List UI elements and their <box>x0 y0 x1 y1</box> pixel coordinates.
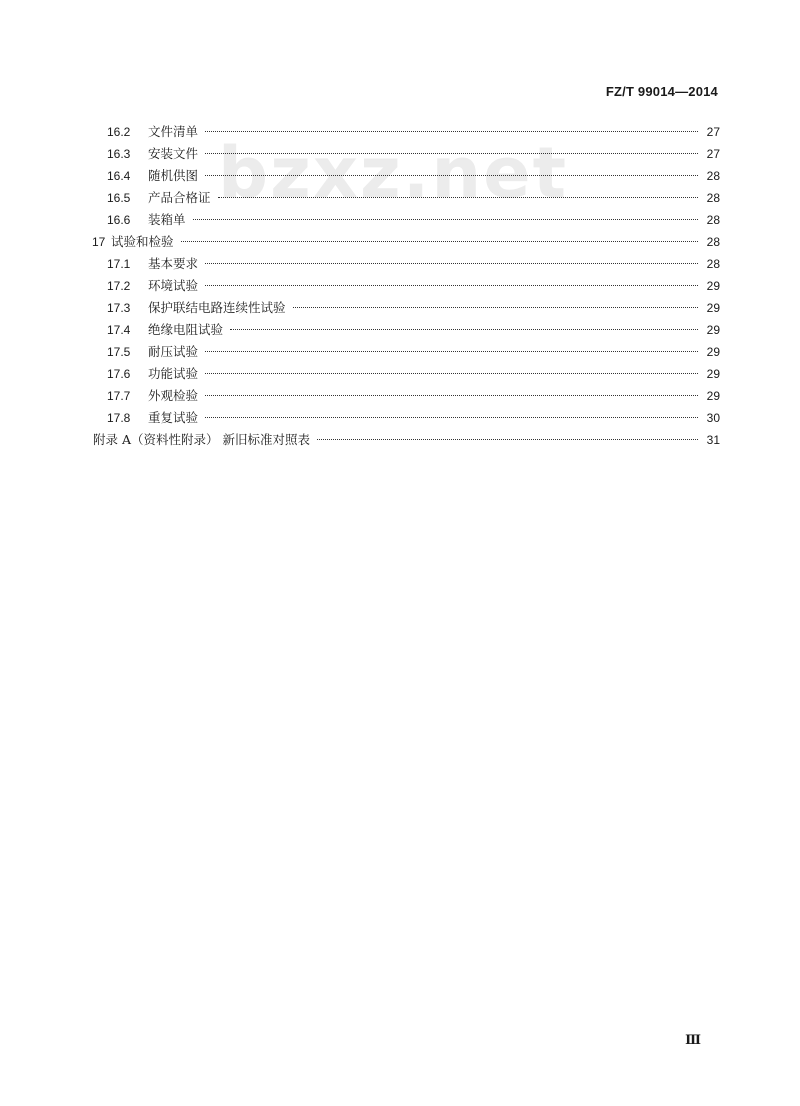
toc-entry-page: 28 <box>706 257 720 271</box>
toc-entry-title: 随机供图 <box>148 168 199 183</box>
toc-entry-number: 17.5 <box>107 345 131 359</box>
toc-entry-number: 16.6 <box>107 213 131 227</box>
toc-leader-dots <box>205 153 698 154</box>
toc-entry-page: 29 <box>706 323 720 337</box>
toc-entry[interactable] <box>92 341 720 363</box>
toc-leader-dots <box>293 307 698 308</box>
toc-entry[interactable] <box>92 231 720 253</box>
toc-entry-title: 外观检验 <box>148 388 199 403</box>
toc-entry-page: 28 <box>706 213 720 227</box>
toc-entry[interactable] <box>92 121 720 143</box>
toc-entry[interactable] <box>92 275 720 297</box>
toc-entry-number: 17.3 <box>107 301 131 315</box>
toc-entry-number: 17.2 <box>107 279 131 293</box>
toc-entry-number: 16.4 <box>107 169 131 183</box>
toc-entry-number: 16.5 <box>107 191 131 205</box>
toc-leader-dots <box>205 285 698 286</box>
toc-entry-title: 试验和检验 <box>111 234 174 249</box>
toc-entry-title: 耐压试验 <box>148 344 199 359</box>
toc-entry-page: 28 <box>706 191 720 205</box>
toc-entry-page: 29 <box>706 301 720 315</box>
toc-entry-page: 29 <box>706 345 720 359</box>
toc-entry-appendix[interactable] <box>92 429 720 451</box>
toc-leader-dots <box>205 395 698 396</box>
toc-entry-number: 17.6 <box>107 367 131 381</box>
toc-entry-title: 功能试验 <box>148 366 199 381</box>
toc-entry-number: 17.1 <box>107 257 131 271</box>
toc-entry[interactable] <box>92 209 720 231</box>
toc-entry-number: 16.2 <box>107 125 131 139</box>
toc-leader-dots <box>181 241 698 242</box>
toc-entry[interactable] <box>92 385 720 407</box>
toc-entry-title: 装箱单 <box>148 212 186 227</box>
toc-entry-page: 28 <box>706 169 720 183</box>
watermark: bzxz.net <box>218 132 569 214</box>
toc-entry[interactable] <box>92 165 720 187</box>
toc-leader-dots <box>317 439 698 440</box>
toc-leader-dots <box>205 175 698 176</box>
table-of-contents <box>92 121 720 451</box>
toc-entry-title: 产品合格证 <box>148 190 211 205</box>
toc-entry-page: 29 <box>706 389 720 403</box>
toc-entry-page: 27 <box>706 147 720 161</box>
toc-entry-title: 保护联结电路连续性试验 <box>148 300 286 315</box>
toc-entry[interactable] <box>92 297 720 319</box>
toc-leader-dots <box>205 373 698 374</box>
toc-entry-title: 文件清单 <box>148 124 199 139</box>
toc-leader-dots <box>230 329 698 330</box>
toc-entry-page: 29 <box>706 279 720 293</box>
toc-entry-page: 29 <box>706 367 720 381</box>
page-number: Ⅲ <box>685 1033 701 1048</box>
toc-entry-title: 绝缘电阻试验 <box>148 322 224 337</box>
toc-entry[interactable] <box>92 253 720 275</box>
toc-entry-title: 附录 A（资料性附录） 新旧标准对照表 <box>93 432 310 447</box>
toc-entry-title: 安装文件 <box>148 146 199 161</box>
toc-entry-number: 16.3 <box>107 147 131 161</box>
toc-entry[interactable] <box>92 143 720 165</box>
toc-entry-page: 28 <box>706 235 720 249</box>
toc-entry-page: 30 <box>706 411 720 425</box>
toc-entry-title: 重复试验 <box>148 410 199 425</box>
toc-entry-page: 27 <box>706 125 720 139</box>
toc-entry-number: 17.4 <box>107 323 131 337</box>
toc-entry-title: 基本要求 <box>148 256 199 271</box>
toc-leader-dots <box>218 197 698 198</box>
toc-entry[interactable] <box>92 187 720 209</box>
standard-code: FZ/T 99014—2014 <box>605 84 718 99</box>
toc-entry-number: 17.7 <box>107 389 131 403</box>
toc-leader-dots <box>205 417 698 418</box>
toc-leader-dots <box>205 351 698 352</box>
toc-entry[interactable] <box>92 407 720 429</box>
toc-entry-title: 环境试验 <box>148 278 199 293</box>
toc-entry-number: 17 <box>92 235 106 249</box>
toc-leader-dots <box>205 131 698 132</box>
toc-entry-number: 17.8 <box>107 411 131 425</box>
toc-leader-dots <box>193 219 698 220</box>
toc-entry[interactable] <box>92 363 720 385</box>
toc-leader-dots <box>205 263 698 264</box>
toc-entry-page: 31 <box>706 433 720 447</box>
toc-entry[interactable] <box>92 319 720 341</box>
